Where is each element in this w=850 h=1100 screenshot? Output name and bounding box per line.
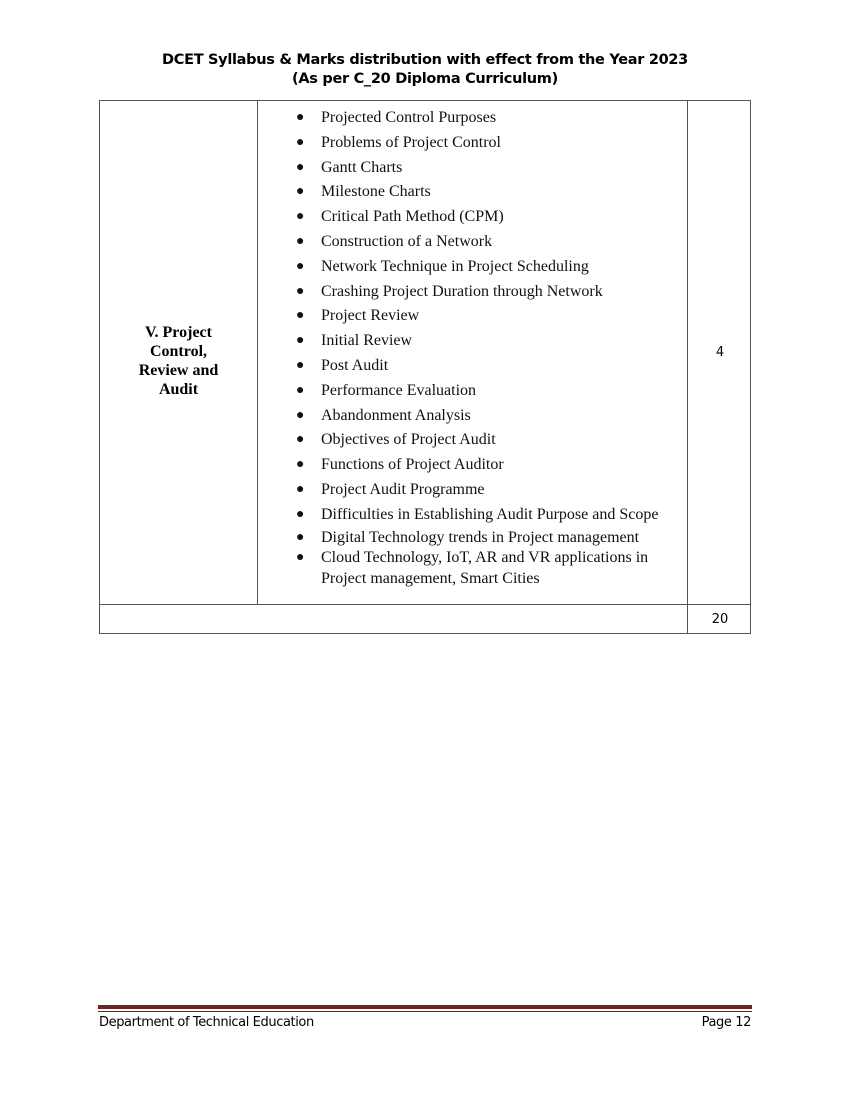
footer-rule xyxy=(98,1005,752,1009)
topic-item xyxy=(257,131,687,156)
topic-item xyxy=(257,106,687,131)
unit-title-line: V. Project xyxy=(145,324,212,341)
page-title: DCET Syllabus & Marks distribution with effect from the Year 2023 xyxy=(162,52,688,68)
topic-text: Abandonment Analysis xyxy=(321,406,471,424)
bullet-icon: ● xyxy=(296,333,305,349)
topic-text: Difficulties in Establishing Audit Purpose and Scope xyxy=(321,505,659,523)
topic-text: Performance Evaluation xyxy=(321,381,477,399)
topic-text: Milestone Charts xyxy=(321,183,431,201)
syllabus-table xyxy=(99,100,751,634)
topic-text: Cloud Technology, IoT, AR and VR applications in Project management, Smart Cities xyxy=(321,549,649,587)
topic-item xyxy=(257,329,687,354)
topic-item xyxy=(257,255,687,280)
topic-item xyxy=(257,280,687,305)
bullet-icon: ● xyxy=(296,529,305,545)
bullet-icon: ● xyxy=(296,283,305,299)
topic-item xyxy=(257,528,687,549)
topic-item xyxy=(257,304,687,329)
topic-text: Construction of a Network xyxy=(321,232,493,250)
topic-item xyxy=(257,503,687,528)
topic-item xyxy=(257,230,687,255)
bullet-icon: ● xyxy=(296,184,305,200)
bullet-icon: ● xyxy=(296,481,305,497)
row-divider xyxy=(100,604,750,605)
bullet-icon: ● xyxy=(296,506,305,522)
bullet-icon: ● xyxy=(296,110,305,125)
topic-item xyxy=(257,428,687,453)
topic-text: Initial Review xyxy=(321,332,413,350)
bullet-icon: ● xyxy=(296,432,305,448)
topic-item xyxy=(257,379,687,404)
bullet-icon: ● xyxy=(296,159,305,175)
bullet-icon: ● xyxy=(296,134,305,150)
page-subtitle: (As per C_20 Diploma Curriculum) xyxy=(292,71,558,87)
total-marks: 20 xyxy=(711,612,729,627)
bullet-icon: ● xyxy=(296,357,305,373)
bullet-icon: ● xyxy=(296,407,305,423)
bullet-icon: ● xyxy=(296,457,305,473)
topic-item xyxy=(257,205,687,230)
footer-department: Department of Technical Education xyxy=(99,1015,314,1030)
unit-title-line: Review and xyxy=(138,362,219,379)
bullet-icon: ● xyxy=(296,550,305,566)
topic-text: Network Technique in Project Scheduling xyxy=(321,257,589,275)
topic-item xyxy=(257,354,687,379)
column-divider xyxy=(687,101,688,634)
topic-list xyxy=(257,106,687,589)
topic-text: Projected Control Purposes xyxy=(321,109,497,126)
bullet-icon: ● xyxy=(296,258,305,274)
topic-text: Problems of Project Control xyxy=(321,133,501,151)
topic-item xyxy=(257,548,687,589)
unit-title xyxy=(100,323,257,399)
topic-item xyxy=(257,478,687,503)
bullet-icon: ● xyxy=(296,308,305,324)
topic-text: Objectives of Project Audit xyxy=(321,431,496,449)
unit-marks: 4 xyxy=(715,345,725,360)
bullet-icon: ● xyxy=(296,382,305,398)
topic-item xyxy=(257,404,687,429)
topic-item xyxy=(257,453,687,478)
topic-text: Functions of Project Auditor xyxy=(321,456,504,474)
topic-text: Project Review xyxy=(321,307,420,325)
topic-text: Gantt Charts xyxy=(321,158,403,176)
bullet-icon: ● xyxy=(296,233,305,249)
topic-text: Digital Technology trends in Project management xyxy=(321,528,640,546)
topic-item xyxy=(257,156,687,181)
topic-item xyxy=(257,180,687,205)
topic-text: Crashing Project Duration through Network xyxy=(321,282,603,300)
unit-title-line: Audit xyxy=(158,381,199,398)
footer-rule-thin xyxy=(98,1011,752,1012)
bullet-icon: ● xyxy=(296,209,305,225)
topic-text: Post Audit xyxy=(321,356,389,374)
unit-title-line: Control, xyxy=(149,343,208,360)
topic-text: Critical Path Method (CPM) xyxy=(321,208,504,226)
footer-page-number: Page 12 xyxy=(701,1015,751,1030)
topic-text: Project Audit Programme xyxy=(321,480,485,498)
